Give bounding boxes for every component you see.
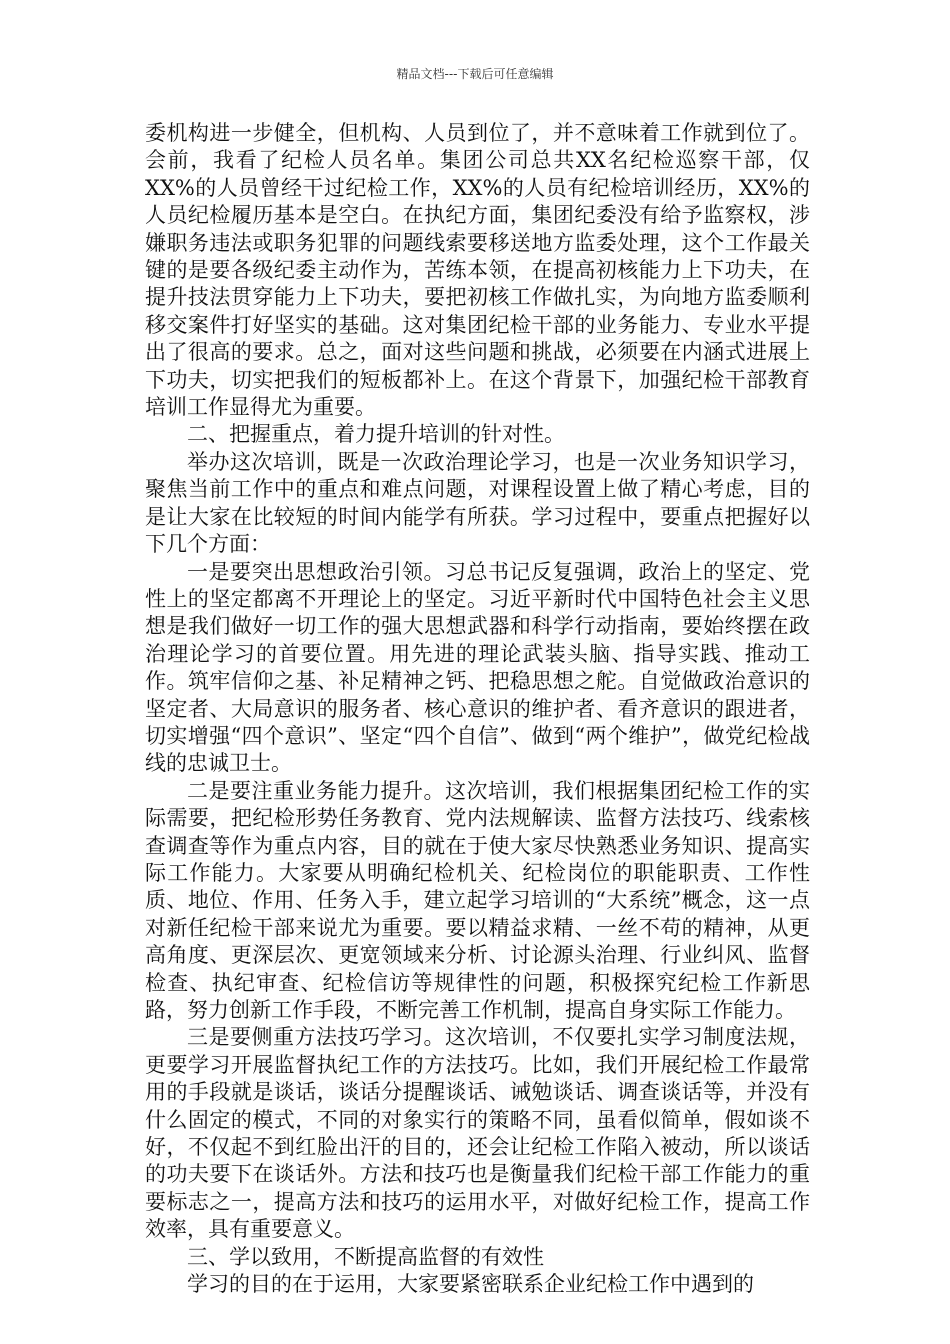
section-heading-three: 三、学以致用，不断提高监督的有效性 <box>187 1244 544 1269</box>
paragraph-continuation: 委机构进一步健全，但机构、人员到位了，并不意味着工作就到位了。会前，我看了纪检人员名单。集团公司总共XX名纪检巡察干部，仅XX%的人员曾经干过纪检工作，XX%的人员有纪检培训经历，XX%的人员纪检履历基本是空白。在执纪方面，集团纪委没有给予监察权，涉嫌职务违法或职务犯罪的问题线索要移送地方监委处理，这个工作最关键的是要各级纪委主动作为，苦练本领，在提高初核能力上下功夫，在提升技法贯穿能力上下功夫，要把初核工作做扎实，为向地方监委顺利移交案件打好坚实的基础。这对集团纪检干部的业务能力、专业水平提出了很高的要求。总之，面对这些问题和挑战，必须要在内涵式进展上下功夫，切实把我们的短板都补上。在这个背景下，加强纪检干部教育培训工作显得尤为重要。 <box>145 121 810 420</box>
section-heading-two: 二、把握重点，着力提升培训的针对性。 <box>187 422 565 447</box>
paragraph-training-intro: 举办这次培训，既是一次政治理论学习，也是一次业务知识学习，聚焦当前工作中的重点和难点问题，对课程设置上做了精心考虑，目的是让大家在比较短的时间内能学有所获。学习过程中，要重点把握好以下几个方面： <box>145 449 810 557</box>
paragraph-point-three: 三是要侧重方法技巧学习。这次培训，不仅要扎实学习制度法规，更要学习开展监督执纪工作的方法技巧。比如，我们开展纪检工作最常用的手段就是谈话，谈话分提醒谈话、诫勉谈话、调查谈话等，并没有什么固定的模式，不同的对象实行的策略不同，虽看似简单，假如谈不好，不仅起不到红脸出汗的目的，还会让纪检工作陷入被动，所以谈话的功夫要下在谈话外。方法和技巧也是衡量我们纪检干部工作能力的重要标志之一，提高方法和技巧的运用水平，对做好纪检工作，提高工作效率，具有重要意义。 <box>145 1025 810 1242</box>
paragraph-application: 学习的目的在于运用，大家要紧密联系企业纪检工作中遇到的 <box>187 1272 754 1297</box>
document-body <box>145 120 810 1298</box>
page-header: 精品文档---下载后可任意编辑 <box>396 67 554 81</box>
paragraph-point-one: 一是要突出思想政治引领。习总书记反复强调，政治上的坚定、党性上的坚定都离不开理论上的坚定。习近平新时代中国特色社会主义思想是我们做好一切工作的强大思想武器和科学行动指南，要始终摆在政治理论学习的首要位置。用先进的理论武装头脑、指导实践、推动工作。筑牢信仰之基、补足精神之钙、把稳思想之舵。自觉做政治意识的坚定者、大局意识的服务者、核心意识的维护者、看齐意识的跟进者，切实增强“四个意识”、坚定“四个自信”、做到“两个维护”，做党纪检战线的忠诚卫士。 <box>145 559 810 776</box>
paragraph-point-two: 二是要注重业务能力提升。这次培训，我们根据集团纪检工作的实际需要，把纪检形势任务教育、党内法规解读、监督方法技巧、线索核查调查等作为重点内容，目的就在于使大家尽快熟悉业务知识、提高实际工作能力。大家要从明确纪检机关、纪检岗位的职能职责、工作性质、地位、作用、任务入手，建立起学习培训的“大系统”概念，这一点对新任纪检干部来说尤为重要。要以精益求精、一丝不苟的精神，从更高角度、更深层次、更宽领域来分析、讨论源头治理、行业纠风、监督检查、执纪审查、纪检信访等规律性的问题，积极探究纪检工作新思路，努力创新工作手段，不断完善工作机制，提高自身实际工作能力。 <box>145 778 810 1022</box>
